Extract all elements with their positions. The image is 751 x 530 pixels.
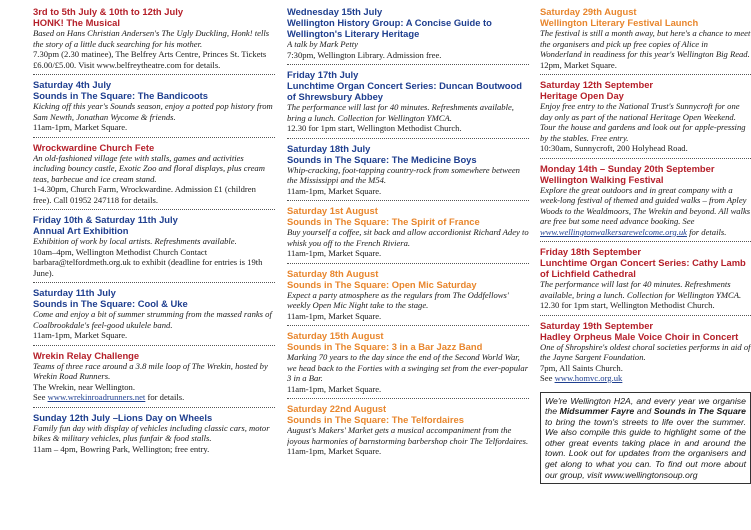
event-dates: Saturday 19th September <box>540 319 654 331</box>
events-column-3-list <box>540 6 751 388</box>
event-description <box>33 101 275 122</box>
events-column-2 <box>287 6 529 530</box>
event-title: Sounds in The Square: The Bandicoots <box>33 90 209 101</box>
event-description-text: One of Shropshire's oldest choral societies performs in aid of the Jayne Sargent Foundation. <box>540 341 751 362</box>
event-item <box>287 330 529 399</box>
event-info: 11am-1pm, Market Square. <box>287 248 382 258</box>
event-title: Wrekin Relay Challenge <box>33 349 140 361</box>
event-item <box>287 268 529 327</box>
event-description-text: Expect a party atmosphere as the regulars from The Oddfellows' weekly Open Mic Night take to the stage. <box>287 289 509 310</box>
event-title: HONK! The Musical <box>33 17 120 28</box>
event-info: 10:30am, Sunnycroft, 200 Holyhead Road. <box>540 143 688 153</box>
note-text-3: to bring the town's streets to life over the summer. We also compile this guide to highlight some of the other great events taking place in and around the town. Look out for updates from the organisers and get along to what you can. To find out more about our group, visit www.wellingtonsoup.org <box>545 416 746 480</box>
event-dates: Saturday 12th September <box>540 79 654 90</box>
event-info: 11am-1pm, Market Square. <box>33 330 128 340</box>
event-description <box>33 361 275 382</box>
event-item <box>33 6 275 75</box>
note-sounds-in-square: Sounds in The Square <box>653 406 746 417</box>
event-item <box>33 412 275 459</box>
note-text-2: and <box>634 406 654 417</box>
event-info: 12.30 for 1pm start, Wellington Methodist Church. <box>540 300 715 310</box>
event-description-link[interactable]: www.wellingtonwalkersarewelcome.org.uk <box>540 226 687 237</box>
event-info: The Wrekin, near Wellington. <box>33 381 135 392</box>
event-link-prefix: See <box>540 373 555 383</box>
event-title: Wellington Literary Festival Launch <box>540 17 699 28</box>
event-link-line <box>540 373 751 384</box>
event-description <box>540 342 751 363</box>
event-info: 11am-1pm, Market Square. <box>287 310 382 321</box>
event-description-text: The festival is still a month away, but here's a chance to meet the organisers and pick up free copies of Alice in Wonderland in readiness for this year's Wellington Big Read. <box>540 28 751 59</box>
event-title: Hadley Orpheus Male Voice Choir in Concert <box>540 330 739 342</box>
event-title: Lunchtime Organ Concert Series: Duncan Boutwood of Shrewsbury Abbey <box>287 80 522 102</box>
event-description <box>33 423 275 444</box>
event-description-text: Buy yourself a coffee, sit back and allow accordionist Richard Adey to whisk you off to the French Riviera. <box>287 227 529 248</box>
event-title: Heritage Open Day <box>540 90 624 101</box>
event-description-text: The performance will last for 40 minutes. Refreshments available, bring a lunch. Collection for Wellington YMCA. <box>287 102 514 123</box>
event-description-text: August's Makers' Market gets a musical accompaniment from the joyous harmonies of barnstorming barbershop choir The Telfordaires. <box>287 425 529 446</box>
event-title: Wellington Walking Festival <box>540 173 664 185</box>
event-title: Wellington History Group: A Concise Guide to Wellington's Literary Heritage <box>287 17 492 39</box>
event-description <box>287 425 529 446</box>
event-item <box>287 6 529 65</box>
event-dates: Friday 18th September <box>540 246 642 257</box>
events-column-3 <box>540 6 751 530</box>
event-item <box>287 403 529 461</box>
event-description <box>287 165 529 186</box>
event-title: Sounds in The Square: 3 in a Bar Jazz Band <box>287 341 483 352</box>
event-info: 7.30pm (2.30 matinee), The Belfrey Arts Centre, Princes St. Tickets £6.00/£5.00. Visit www.belfreytheatre.com for details. <box>33 49 267 70</box>
event-item <box>287 69 529 139</box>
note-text-1: We're Wellington H2A, and every year we organise the <box>545 395 746 417</box>
event-description <box>287 290 529 311</box>
events-column-1 <box>33 6 275 530</box>
event-description-text: Teams of three race around a 3.8 mile loop of The Wrekin, hosted by Wrekin Road Runners. <box>33 360 268 381</box>
event-description <box>33 309 275 330</box>
about-group-note <box>540 392 751 485</box>
event-dates: Saturday 4th July <box>33 79 112 90</box>
event-title: Lunchtime Organ Concert Series: Cathy Lamb of Lichfield Cathedral <box>540 257 746 279</box>
event-description-text: Based on Hans Christian Andersen's The Ugly Duckling, Honk! tells the story of a little duck searching for his mother. <box>33 28 270 49</box>
event-description <box>540 101 751 143</box>
event-dates: Saturday 29th August <box>540 6 637 17</box>
event-description-text: An old-fashioned village fete with stalls, games and activities including bouncy castle, Exotic Zoo and floral displays, plus cream teas, barbecue and ice cream stand. <box>33 152 265 184</box>
event-description <box>287 102 529 123</box>
event-info: 10am–4pm, Wellington Methodist Church Contact barbara@telfordmeth.org.uk to exhibit (deadline for entries is 19th June). <box>33 246 263 278</box>
event-item <box>33 350 275 408</box>
event-item <box>33 79 275 138</box>
event-description <box>33 236 275 247</box>
event-description <box>540 28 751 60</box>
event-dates: Wednesday 15th July <box>287 6 383 17</box>
event-description-text: Family fun day with display of vehicles including classic cars, motor bikes & military vehicles, plus funfair & food stalls. <box>33 422 270 443</box>
event-description <box>287 227 529 248</box>
event-description-text: Explore the great outdoors and in great company with a week-long festival of themed and guided walks – from Apley Woods to the Wealdmoors, The Wrekin and beyond. All walks are free but some need advance booking. See <box>540 184 751 226</box>
event-title: Sounds in The Square: Open Mic Saturday <box>287 278 477 290</box>
event-description-suffix: for details. <box>686 226 727 237</box>
event-title: Sounds in The Square: The Spirit of France <box>287 216 480 227</box>
event-title: Sounds in The Square: Cool & Uke <box>33 298 188 309</box>
event-dates: 3rd to 5th July & 10th to 12th July <box>33 6 184 17</box>
event-dates: Saturday 1st August <box>287 205 378 216</box>
note-midsummer-fayre: Midsummer Fayre <box>559 406 635 417</box>
event-description-text: Enjoy free entry to the National Trust's Sunnycroft for one day only as part of the national Heritage Open Weekend. Tour the house and gardens and look out for apple-pressing by the stables. Free entry. <box>540 101 746 143</box>
event-dates: Sunday 12th July –Lions Day on Wheels <box>33 411 213 423</box>
event-item <box>540 6 751 75</box>
event-description-text: Marking 70 years to the day since the end of the Second World War, we head back to the Forties with a swinging set from the ever-popular 3 in a Bar. <box>287 352 529 383</box>
event-item <box>287 205 529 264</box>
event-description <box>540 279 751 300</box>
event-dates: Monday 14th – Sunday 20th September <box>540 162 715 174</box>
event-info: 12.30 for 1pm start, Wellington Methodist Church. <box>287 123 462 133</box>
event-description <box>540 185 751 238</box>
event-dates: Friday 10th & Saturday 11th July <box>33 214 178 225</box>
event-title: Annual Art Exhibition <box>33 225 129 236</box>
event-dates: Saturday 8th August <box>287 267 379 279</box>
event-dates: Saturday 11th July <box>33 287 116 298</box>
event-title: Sounds in The Square: The Telfordaires <box>287 414 464 425</box>
event-description <box>287 352 529 384</box>
event-dates: Saturday 18th July <box>287 142 371 154</box>
event-item <box>540 163 751 243</box>
event-info: 11am-1pm, Market Square. <box>33 122 128 132</box>
event-info: 7:30pm, Wellington Library. Admission free. <box>287 49 442 60</box>
event-info: 11am-1pm, Market Square. <box>287 185 382 196</box>
event-description <box>287 39 529 50</box>
event-item <box>287 143 529 202</box>
event-link-prefix: See <box>33 392 48 402</box>
event-link-suffix: for details. <box>145 392 185 402</box>
event-link[interactable]: www.homvc.org.uk <box>554 373 623 383</box>
event-item <box>33 142 275 211</box>
event-description <box>33 28 275 49</box>
event-info: 11am – 4pm, Bowring Park, Wellington; free entry. <box>33 443 210 454</box>
event-item <box>33 287 275 346</box>
event-description-text: Come and enjoy a bit of summer strumming from the massed ranks of Coalbrookdale's feel-good ukulele band. <box>33 309 272 330</box>
event-item <box>540 320 751 388</box>
event-link-line <box>33 392 275 403</box>
event-item <box>540 79 751 159</box>
event-description <box>33 153 275 185</box>
event-item <box>33 214 275 283</box>
event-title: Sounds in The Square: The Medicine Boys <box>287 153 477 165</box>
event-description-text: A talk by Mark Petty <box>287 39 358 49</box>
event-description-text: Kicking off this year's Sounds season, enjoy a potted pop history from Sam Newth, Jonathan Wycome & friends. <box>33 101 273 122</box>
event-link[interactable]: www.wrekinroadrunners.net <box>47 392 146 402</box>
event-dates: Saturday 15th August <box>287 330 384 341</box>
event-info: 7pm, All Saints Church. <box>540 362 623 373</box>
event-description-text: Exhibition of work by local artists. Refreshments available. <box>33 236 237 246</box>
event-info: 11am-1pm, Market Square. <box>287 446 382 456</box>
event-info: 12pm, Market Square. <box>540 59 617 70</box>
event-info: 1-4.30pm, Church Farm, Wrockwardine. Admission £1 (children free). Call 01952 247118 for details. <box>33 184 256 205</box>
event-item <box>540 246 751 316</box>
event-dates: Saturday 22nd August <box>287 403 387 414</box>
event-dates: Friday 17th July <box>287 69 359 80</box>
event-description-text: The performance will last for 40 minutes. Refreshments available, bring a lunch. Collection for Wellington YMCA. <box>540 279 742 300</box>
event-description-text: Whip-cracking, foot-tapping country-rock from somewhere between the Mississippi and the M54. <box>287 164 520 185</box>
event-title: Wrockwardine Church Fete <box>33 141 155 153</box>
event-info: 11am-1pm, Market Square. <box>287 383 382 394</box>
